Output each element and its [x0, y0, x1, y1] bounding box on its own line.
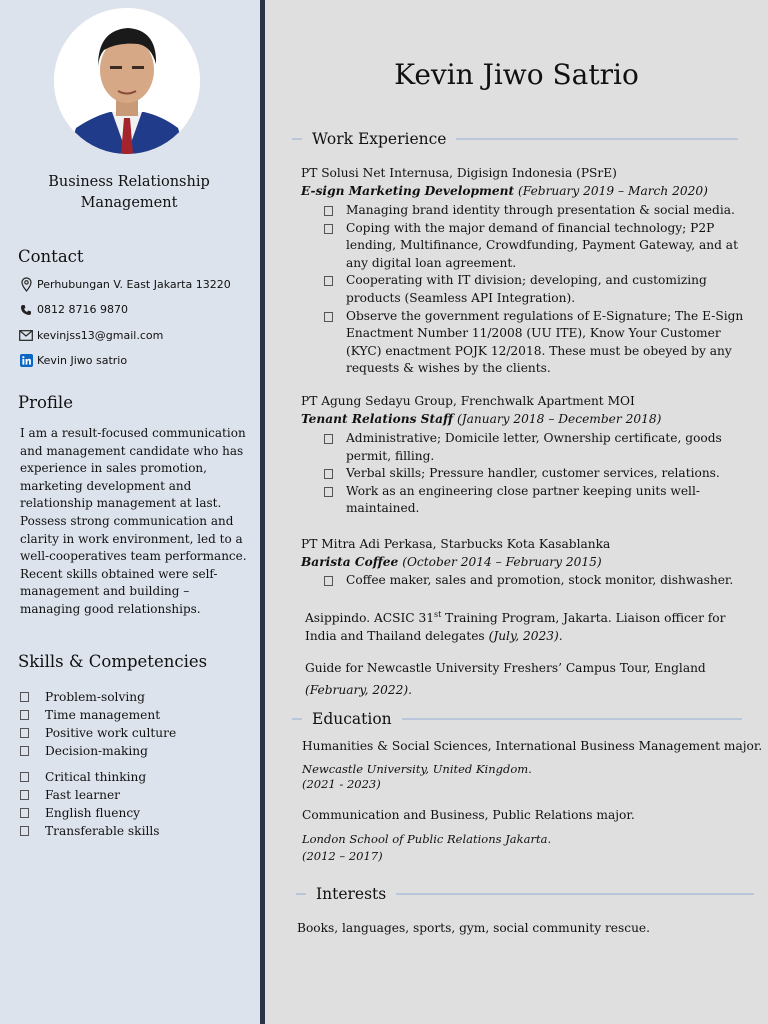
- duty-item: [301, 572, 761, 590]
- skill-label: Fast learner: [45, 788, 121, 802]
- profile-photo: [54, 8, 200, 154]
- duty-line: permit, filling.: [346, 448, 435, 463]
- profile-line: Recent skills obtained were self-: [20, 566, 218, 581]
- interests-title: Interests: [316, 885, 387, 903]
- profile-line: experience in sales promotion,: [20, 461, 207, 476]
- job-role: Barista Coffee: [301, 554, 399, 569]
- ordinal-suffix: st: [433, 610, 442, 619]
- work-experience-heading: [292, 130, 738, 148]
- profile-line: marketing development and: [20, 478, 192, 493]
- activity-date: (July, 2023).: [488, 628, 563, 643]
- phone-icon: [18, 304, 34, 316]
- duty-line: maintained.: [346, 501, 420, 516]
- bullet-box-icon: [324, 276, 333, 286]
- skill-item: [20, 706, 176, 724]
- job-company: PT Agung Sedayu Group, Frenchwalk Apartment MOI: [301, 394, 635, 408]
- profile-line: well-cooperatives team performance.: [20, 549, 247, 564]
- contact-heading: Contact: [18, 247, 84, 266]
- bullet-box-icon: [324, 576, 333, 586]
- duty-line: Verbal skills; Pressure handler, customer services, relations.: [346, 466, 720, 481]
- duty-line: requests & wishes by the clients.: [346, 361, 551, 376]
- skills-heading: Skills & Competencies: [18, 652, 208, 671]
- bullet-box-icon: [20, 790, 29, 800]
- candidate-name: Kevin Jiwo Satrio: [394, 58, 639, 91]
- profile-line: I am a result-focused communication: [20, 426, 246, 440]
- skill-item: [20, 688, 176, 706]
- interests-text: Books, languages, sports, gym, social community rescue.: [297, 921, 651, 935]
- job-role-line: [301, 411, 661, 429]
- education-program: Humanities & Social Sciences, International Business Management major.: [302, 739, 763, 753]
- activity-text: India and Thailand delegates: [305, 628, 489, 643]
- contact-linkedin-text[interactable]: Kevin Jiwo satrio: [37, 354, 128, 367]
- main-content: [265, 0, 768, 1024]
- skill-label: Positive work culture: [45, 726, 177, 740]
- education-item-2: [302, 807, 635, 865]
- duty-item: [301, 220, 761, 273]
- extra-activity-1: [305, 606, 725, 645]
- education-program: Communication and Business, Public Relations major.: [302, 808, 635, 822]
- heading-rule: [402, 718, 742, 720]
- bullet-box-icon: [324, 469, 333, 479]
- linkedin-icon: [18, 354, 34, 367]
- bullet-box-icon: [20, 710, 29, 720]
- job-2: [301, 393, 661, 428]
- job-role-line: [301, 554, 610, 572]
- skill-item: [20, 822, 160, 840]
- sidebar: [0, 0, 260, 1024]
- duty-item: [301, 272, 761, 307]
- duty-item: [301, 483, 761, 518]
- job-3: [301, 536, 610, 571]
- activity-date: (February, 2022).: [305, 683, 412, 697]
- contact-email-text[interactable]: kevinjss13@gmail.com: [37, 329, 164, 342]
- contact-linkedin[interactable]: [18, 354, 127, 367]
- bullet-box-icon: [324, 224, 333, 234]
- duty-line: lending, Multifinance, Crowdfunding, Payment Gateway, and at: [346, 238, 738, 253]
- contact-address: [18, 277, 231, 292]
- bullet-box-icon: [20, 728, 29, 738]
- bullet-box-icon: [20, 826, 29, 836]
- job-period: (October 2014 – February 2015): [402, 554, 602, 569]
- heading-rule: [396, 893, 754, 895]
- education-years: (2012 – 2017): [302, 848, 383, 863]
- skill-label: Decision-making: [45, 744, 148, 758]
- profile-text: [20, 425, 256, 619]
- activity-line: [305, 628, 725, 646]
- duty-item: [301, 465, 761, 483]
- skills-list: [20, 768, 160, 840]
- bullet-box-icon: [20, 808, 29, 818]
- profile-line: clarity in work environment, led to a: [20, 531, 243, 546]
- bullet-box-icon: [20, 746, 29, 756]
- education-heading: [292, 710, 742, 728]
- job-1-duties: [301, 202, 761, 378]
- skill-item: [20, 804, 160, 822]
- contact-email[interactable]: [18, 329, 163, 342]
- job-role: E-sign Marketing Development: [301, 183, 515, 198]
- duty-line: Work as an engineering close partner keeping units well-: [346, 483, 700, 498]
- duty-line: Managing brand identity through presentation & social media.: [346, 203, 735, 217]
- duty-item: [301, 430, 761, 465]
- location-pin-icon: [18, 277, 34, 292]
- duty-line: Coping with the major demand of financial technology; P2P: [346, 220, 715, 235]
- education-school: London School of Public Relations Jakarta.: [302, 831, 552, 846]
- profile-line: Possess strong communication and: [20, 513, 234, 528]
- skill-item: [20, 742, 176, 760]
- job-period: (January 2018 – December 2018): [456, 411, 662, 426]
- duty-line: Administrative; Domicile letter, Ownership certificate, goods: [346, 431, 722, 445]
- skill-label: Problem-solving: [45, 690, 145, 704]
- skill-label: English fluency: [45, 806, 141, 820]
- job-3-duties: [301, 572, 761, 590]
- job-period: (February 2019 – March 2020): [518, 183, 708, 198]
- bullet-box-icon: [20, 772, 29, 782]
- job-role-line: [301, 183, 708, 201]
- education-title: Education: [312, 710, 392, 728]
- duty-line: Observe the government regulations of E-Signature; The E-Sign: [346, 308, 744, 323]
- duty-line: Cooperating with IT division; developing, and customizing: [346, 273, 707, 288]
- contact-address-text: Perhubungan V. East Jakarta 13220: [37, 278, 231, 291]
- job-1: [301, 165, 708, 200]
- profile-photo-image: [54, 8, 200, 154]
- bullet-box-icon: [324, 487, 333, 497]
- job-title: Business Relationship Management: [48, 174, 210, 211]
- interests-heading: [296, 885, 754, 903]
- profile-line: management and building –: [20, 584, 190, 599]
- profile-line: and management candidate who has: [20, 443, 244, 458]
- bullet-box-icon: [324, 206, 333, 216]
- heading-rule: [292, 138, 302, 140]
- contact-phone: [18, 303, 128, 316]
- skill-item: [20, 786, 160, 804]
- education-years: (2021 - 2023): [302, 776, 381, 791]
- heading-rule: [292, 718, 302, 720]
- bullet-box-icon: [20, 692, 29, 702]
- duty-item: [301, 308, 761, 378]
- bullet-box-icon: [324, 312, 333, 322]
- job-company: PT Solusi Net Internusa, Digisign Indonesia (PSrE): [301, 166, 617, 180]
- profile-line: managing good relationships.: [20, 601, 201, 616]
- duty-item: [301, 202, 761, 220]
- job-role: Tenant Relations Staff: [301, 411, 454, 426]
- contact-phone-text: 0812 8716 9870: [37, 303, 128, 316]
- profile-heading: Profile: [18, 393, 73, 412]
- skill-label: Transferable skills: [45, 824, 160, 838]
- heading-rule: [296, 893, 306, 895]
- work-experience-title: Work Experience: [312, 130, 447, 148]
- duty-line: Enactment Number 11/2008 (UU ITE), Know Your Customer: [346, 326, 721, 341]
- activity-text: Training Program, Jakarta. Liaison officer for: [441, 611, 726, 626]
- activity-line: Guide for Newcastle University Freshers’ Campus Tour, England: [305, 661, 706, 675]
- skill-item: [20, 768, 160, 786]
- duty-line: (KYC) enactment POJK 12/2018. These must be obeyed by any: [346, 343, 732, 358]
- skill-label: Time management: [45, 708, 161, 722]
- duty-line: any digital loan agreement.: [346, 255, 517, 270]
- skill-label: Critical thinking: [45, 770, 147, 784]
- duty-line: Coffee maker, sales and promotion, stock monitor, dishwasher.: [346, 573, 734, 587]
- skills-list: [20, 688, 176, 760]
- education-item-1: [302, 738, 762, 792]
- envelope-icon: [18, 330, 34, 341]
- duty-line: products (Seamless API Integration).: [346, 290, 576, 305]
- job-2-duties: [301, 430, 761, 518]
- bullet-box-icon: [324, 434, 333, 444]
- job-company: PT Mitra Adi Perkasa, Starbucks Kota Kasablanka: [301, 537, 611, 551]
- profile-line: relationship management at last.: [20, 496, 222, 511]
- heading-rule: [456, 138, 738, 140]
- activity-line: [305, 606, 725, 628]
- activity-text: Asippindo. ACSIC 31: [305, 611, 434, 626]
- education-school: Newcastle University, United Kingdom.: [302, 761, 532, 776]
- skill-item: [20, 724, 176, 742]
- extra-activity-2: [305, 657, 706, 701]
